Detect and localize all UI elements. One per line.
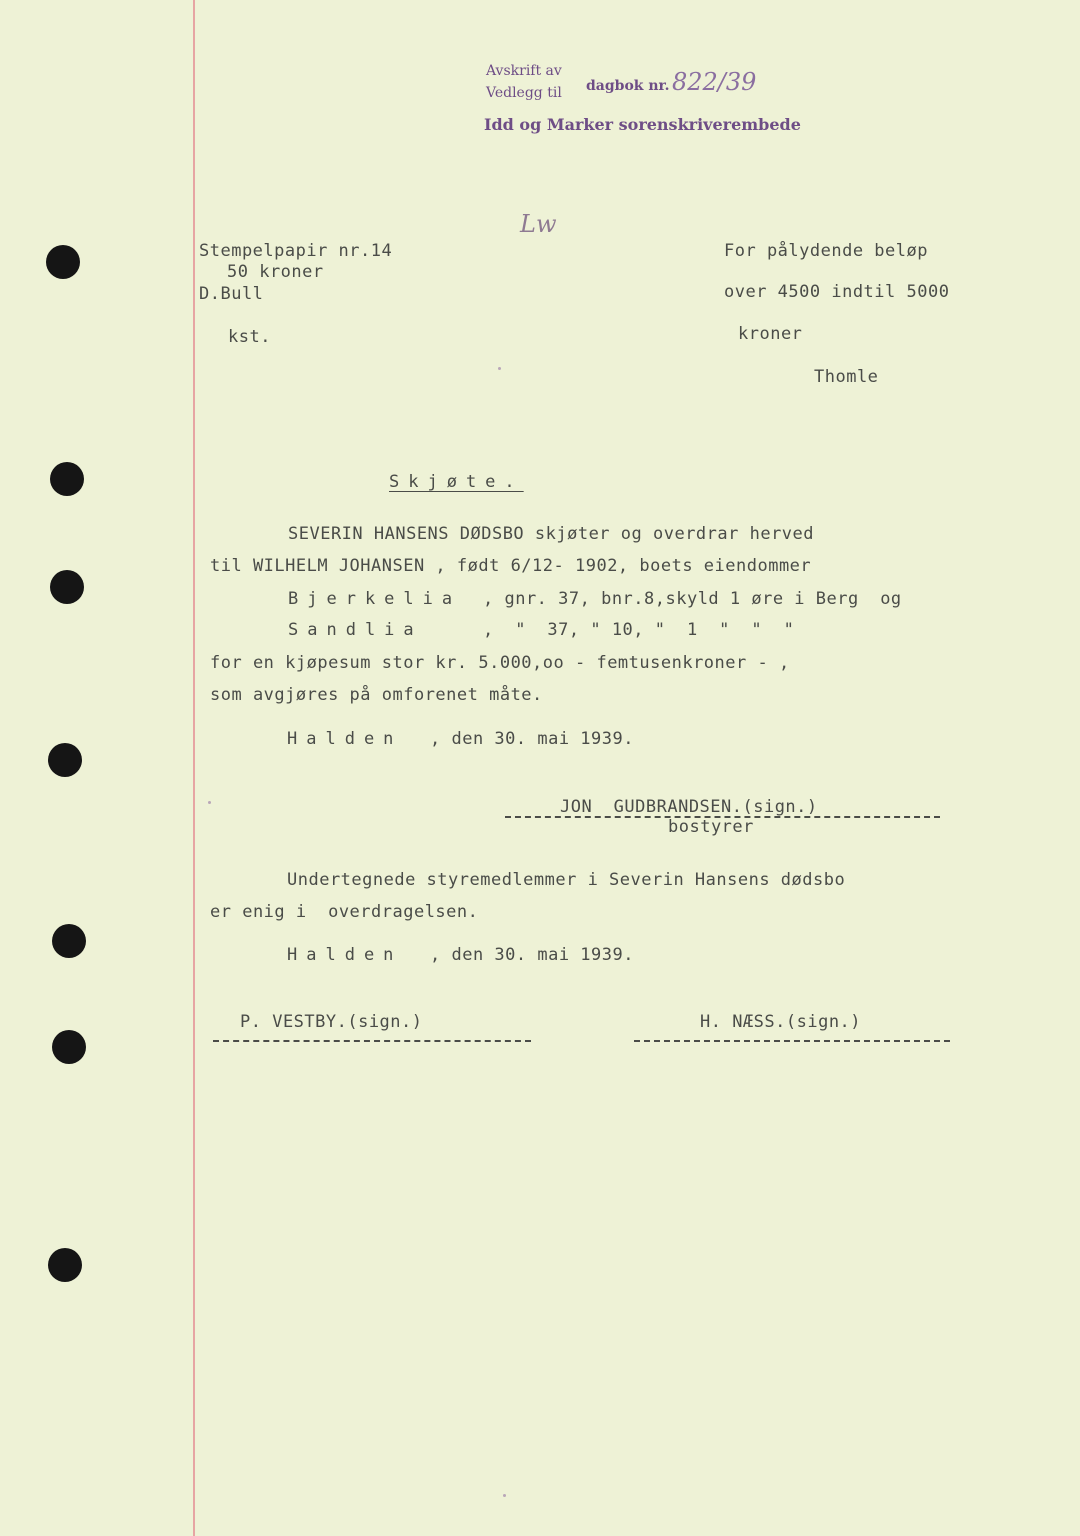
date-place-1: Halden (287, 729, 403, 749)
paper-speck (498, 367, 501, 370)
stamp-paper-value: 50 kroner (227, 262, 324, 282)
punch-hole (50, 570, 84, 604)
stamp-line-1: Avskrift av (486, 63, 562, 79)
date-line-2: , den 30. mai 1939. (430, 945, 634, 965)
paper-speck (503, 1494, 506, 1497)
denomination-line-1: For pålydende beløp (724, 241, 928, 261)
signature-main-role: bostyrer (668, 817, 754, 837)
punch-hole (48, 1248, 82, 1282)
denomination-line-2: over 4500 indtil 5000 (724, 282, 950, 302)
stamp-office-name: Idd og Marker sorenskriverembede (484, 115, 801, 134)
body-line-6: som avgjøres på omforenet måte. (210, 685, 543, 705)
date-line-1: , den 30. mai 1939. (430, 729, 634, 749)
signature-line-vestby (213, 1040, 531, 1042)
stamp-paper-number: Stempelpapir nr.14 (199, 241, 393, 261)
punch-hole (52, 1030, 86, 1064)
body-line-5: for en kjøpesum stor kr. 5.000,oo - femtusenkroner - , (210, 653, 790, 673)
punch-hole (52, 924, 86, 958)
consent-line-1: Undertegnede styremedlemmer i Severin Hansens dødsbo (287, 870, 846, 890)
stamp-paper-issuer: D.Bull (199, 284, 264, 304)
stamp-dagbok-number: 822/39 (672, 68, 757, 96)
paper-speck (208, 801, 211, 804)
denomination-line-3: kroner (738, 324, 803, 344)
stamp-line-2: Vedlegg til (486, 85, 562, 101)
red-margin-line (193, 0, 195, 1536)
signature-main-name: JON GUDBRANDSEN.(sign.) (560, 797, 818, 817)
signature-naess: H. NÆSS.(sign.) (700, 1012, 862, 1032)
punch-hole (48, 743, 82, 777)
property-name-1: Bjerkelia (288, 589, 462, 609)
body-line-4: , " 37, " 10, " 1 " " " (483, 620, 795, 640)
property-name-2: Sandlia (288, 620, 423, 640)
handwritten-initials: Lw (520, 210, 557, 238)
punch-hole (50, 462, 84, 496)
date-place-2: Halden (287, 945, 403, 965)
consent-line-2: er enig i overdragelsen. (210, 902, 479, 922)
document-title: Skjøte. (389, 472, 524, 492)
signature-line-naess (634, 1040, 950, 1042)
denomination-signer: Thomle (814, 367, 879, 387)
stamp-dagbok-label: dagbok nr. (586, 78, 670, 94)
body-line-1: SEVERIN HANSENS DØDSBO skjøter og overdrar herved (288, 524, 815, 544)
stamp-paper-kst: kst. (228, 327, 271, 347)
signature-vestby: P. VESTBY.(sign.) (240, 1012, 423, 1032)
punch-hole (46, 245, 80, 279)
body-line-3: , gnr. 37, bnr.8,skyld 1 øre i Berg og (483, 589, 902, 609)
body-line-2: til WILHELM JOHANSEN , født 6/12- 1902, boets eiendommer (210, 556, 812, 576)
